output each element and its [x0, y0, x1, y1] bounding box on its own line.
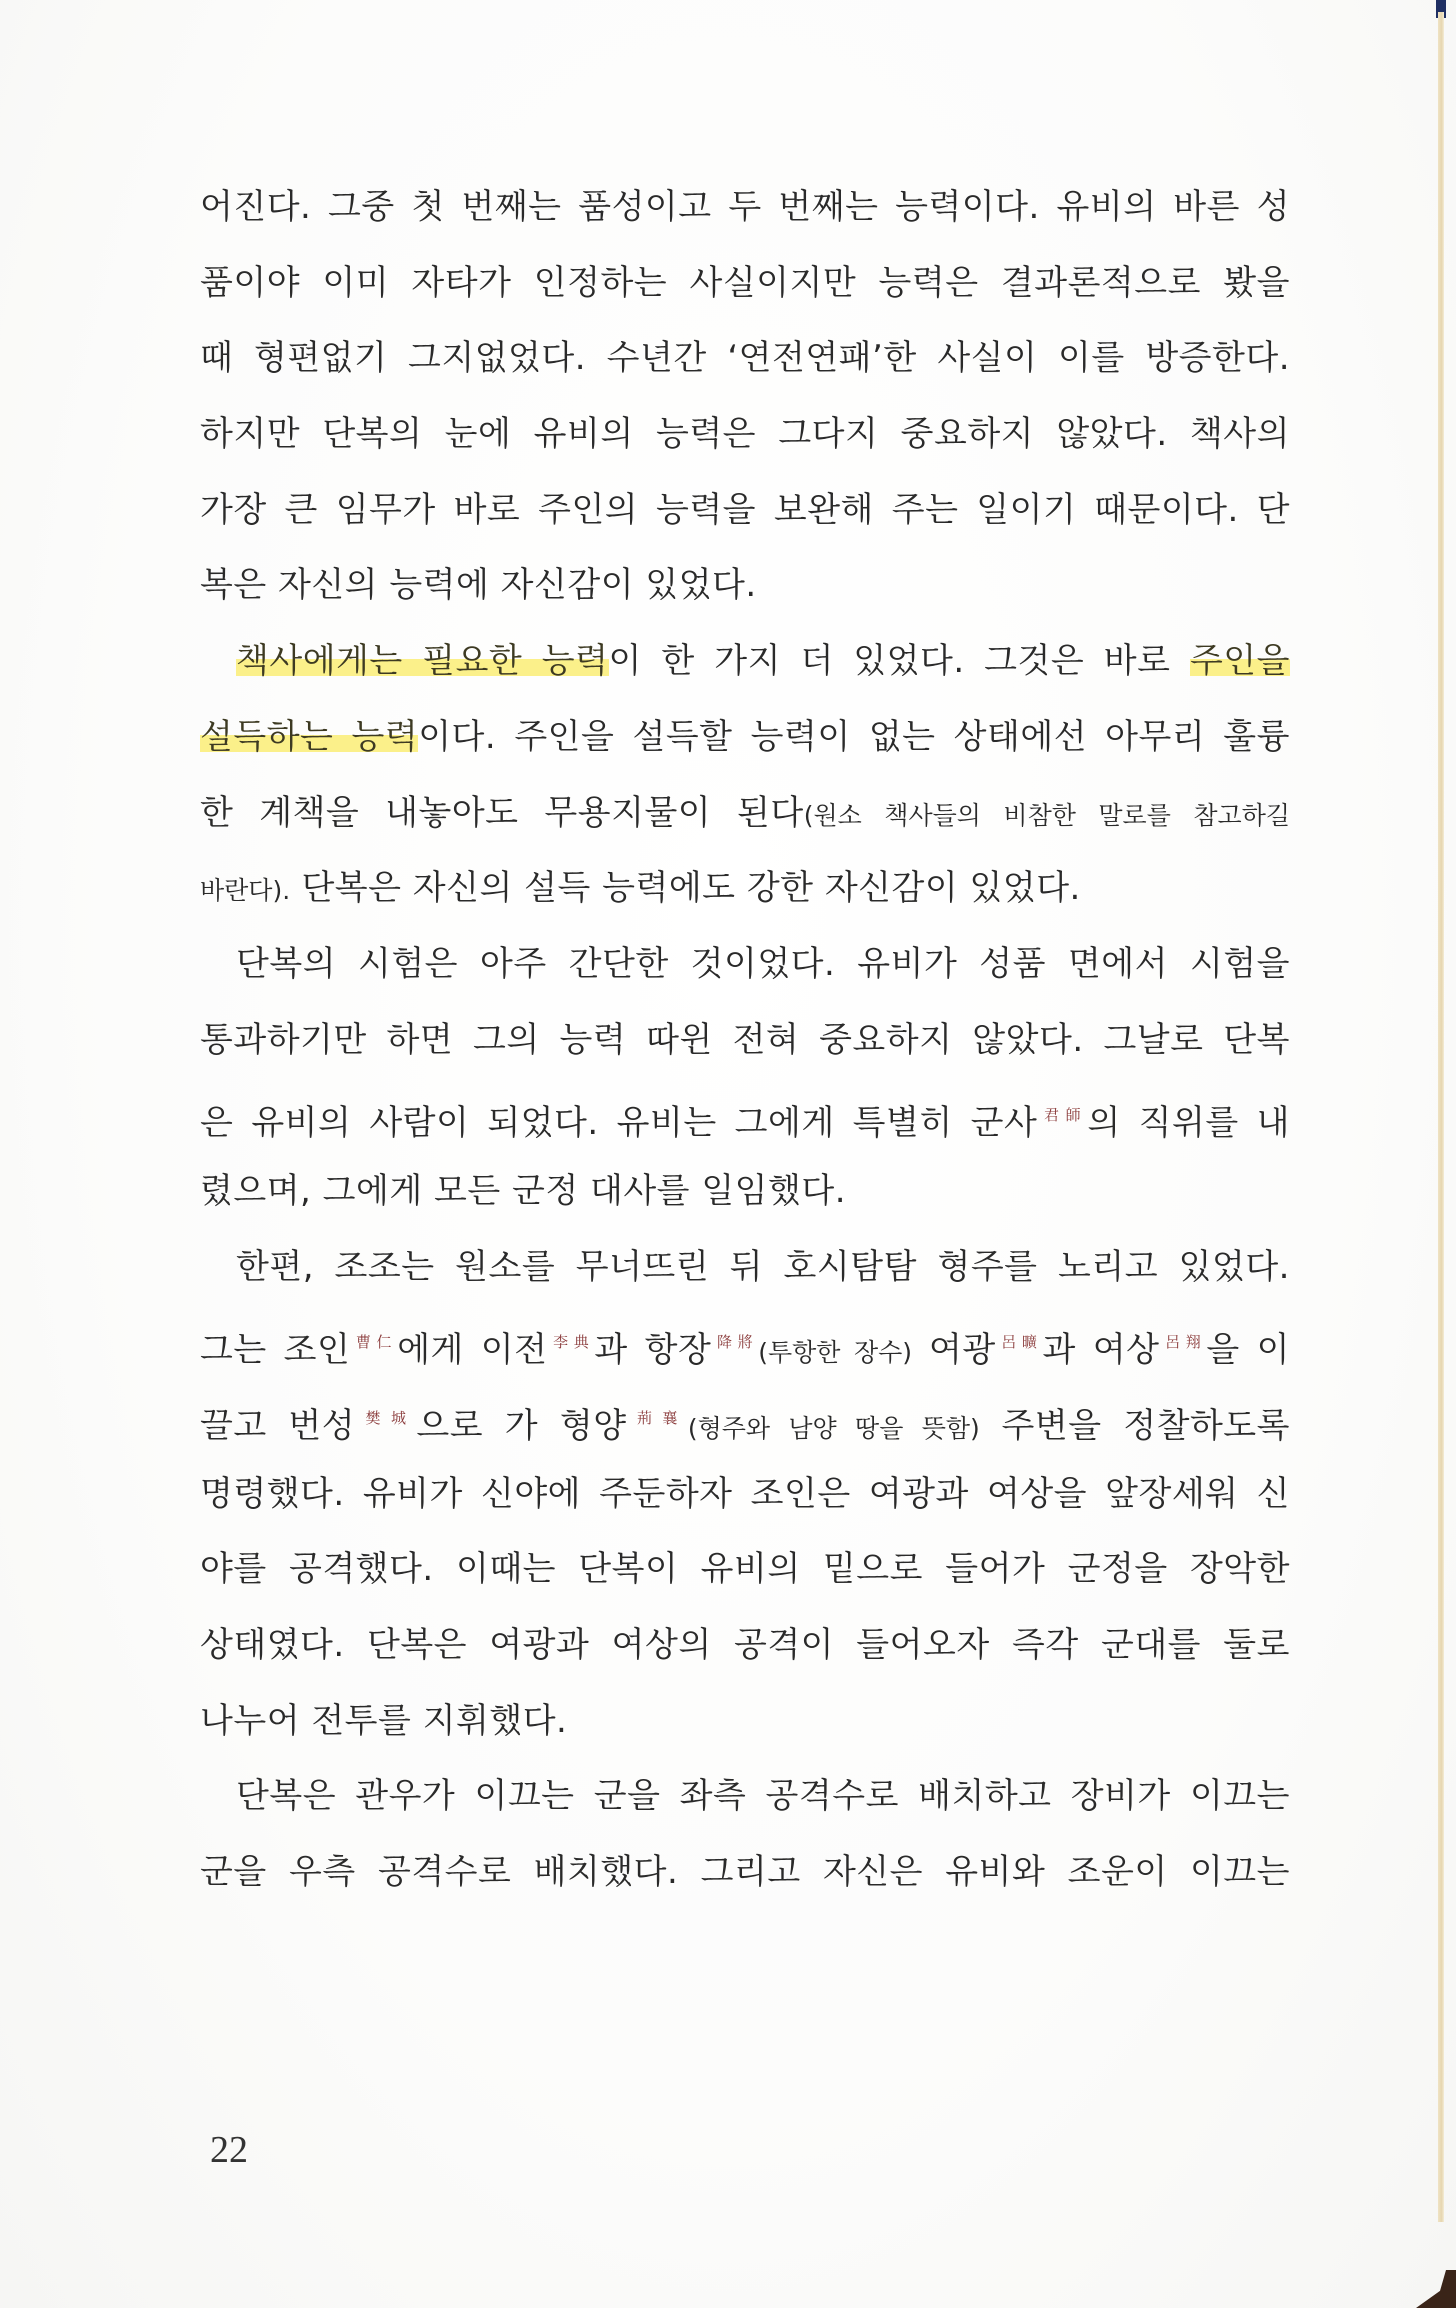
body-text-run: 복은 자신의 능력에 자신감이 있었다. [200, 565, 757, 606]
body-text-run: 과 여상 [1042, 1330, 1160, 1371]
book-cover-corner [1416, 2270, 1456, 2308]
body-text-run: 군을 우측 공격수로 배치했다. 그리고 자신은 유비와 조운이 이끄는 [200, 1852, 1290, 1893]
hanja-annotation: 曹仁 [350, 1333, 398, 1352]
hanja-annotation: 君師 [1037, 1106, 1088, 1125]
page-number: 22 [210, 2129, 248, 2171]
body-text-run: 주변을 정찰하도록 [979, 1406, 1290, 1446]
hanja-annotation: 荊襄 [626, 1409, 688, 1427]
text-line [200, 1457, 1290, 1533]
hanja-annotation: 呂曠 [995, 1333, 1043, 1352]
text-line [200, 776, 1290, 852]
text-line [200, 1759, 1290, 1835]
body-text-run: 은 유비의 사람이 되었다. 유비는 그에게 특별히 군사 [200, 1103, 1038, 1144]
body-text-run: 이다. 주인을 설득할 능력이 없는 상태에선 아무리 훌륭 [418, 716, 1290, 757]
body-text-run: 렸으며, 그에게 모든 군정 대사를 일임했다. [200, 1170, 846, 1211]
body-text-run: 단복은 관우가 이끄는 군을 좌측 공격수로 배치하고 장비가 이끄는 [236, 1776, 1290, 1817]
text-line [200, 397, 1290, 473]
text-line [200, 1305, 1290, 1381]
body-text-run: 하지만 단복의 눈에 유비의 능력은 그다지 중요하지 않았다. 책사의 [200, 414, 1290, 455]
body-text-run: 과 항장 [594, 1330, 712, 1371]
highlighted-text: 주인을 [1189, 641, 1290, 682]
parenthetical-note: (원소 책사들의 비참한 말로를 참고하길 [803, 800, 1290, 830]
text-line [200, 851, 1290, 927]
text-line [200, 1835, 1290, 1911]
hanja-annotation: 李典 [547, 1333, 595, 1352]
text-line [200, 624, 1290, 700]
text-line [200, 170, 1290, 246]
text-line [200, 1154, 1290, 1230]
body-text-run: 단복은 자신의 설득 능력에도 강한 자신감이 있었다. [290, 868, 1081, 909]
hanja-annotation: 樊城 [355, 1409, 417, 1427]
text-line [200, 548, 1290, 624]
text-line [200, 1078, 1290, 1154]
body-text-run: 통과하기만 하면 그의 능력 따윈 전혀 중요하지 않았다. 그날로 단복 [200, 1019, 1290, 1060]
body-text-run: 한편, 조조는 원소를 무너뜨린 뒤 호시탐탐 형주를 노리고 있었다. [236, 1246, 1290, 1287]
hanja-annotation: 呂翔 [1159, 1333, 1207, 1352]
body-text-run: 상태였다. 단복은 여광과 여상의 공격이 들어오자 즉각 군대를 둘로 [200, 1625, 1290, 1666]
parenthetical-note: (형주와 남양 땅을 뜻함) [687, 1414, 980, 1443]
body-text-run: 의 직위를 내 [1087, 1103, 1290, 1144]
page-edge-shadow [1438, 12, 1444, 2222]
text-line [200, 1532, 1290, 1608]
body-text-run: 이 한 가지 더 있었다. 그것은 바로 [608, 641, 1190, 682]
parenthetical-note: (투항한 장수) [758, 1338, 913, 1368]
highlighted-text: 설득하는 능력 [200, 716, 419, 757]
text-line [200, 1608, 1290, 1684]
text-line [200, 700, 1290, 776]
body-text-run: 그는 조인 [200, 1330, 351, 1371]
text-line [200, 321, 1290, 397]
text-line [200, 927, 1290, 1003]
body-text-run: 나누어 전투를 지휘했다. [200, 1700, 568, 1741]
parenthetical-note: 바란다). [200, 876, 291, 906]
body-text-run: 으로 가 형양 [416, 1406, 627, 1446]
body-text-run: 때 형편없기 그지없었다. 수년간 ‘연전연패’한 사실이 이를 방증한다. [200, 338, 1290, 379]
text-line [200, 246, 1290, 322]
text-line [200, 1684, 1290, 1760]
body-text-run: 품이야 이미 자타가 인정하는 사실이지만 능력은 결과론적으로 봤을 [200, 262, 1290, 303]
body-text-run: 야를 공격했다. 이때는 단복이 유비의 밑으로 들어가 군정을 장악한 [200, 1549, 1290, 1590]
body-text-run: 끌고 번성 [200, 1406, 356, 1446]
body-text-run: 가장 큰 임무가 바로 주인의 능력을 보완해 주는 일이기 때문이다. 단 [200, 489, 1290, 530]
body-text-run: 여광 [912, 1330, 996, 1371]
body-text-run: 명령했다. 유비가 신야에 주둔하자 조인은 여광과 여상을 앞장세워 신 [200, 1473, 1290, 1514]
text-line [200, 1381, 1290, 1457]
body-text-run: 을 이 [1206, 1330, 1291, 1371]
highlighted-text: 책사에게는 필요한 능력 [236, 641, 609, 682]
text-line [200, 1003, 1290, 1079]
hanja-annotation: 降將 [711, 1333, 759, 1352]
body-text-run: 한 계책을 내놓아도 무용지물이 된다 [200, 792, 804, 833]
text-line [200, 473, 1290, 549]
body-text-run: 에게 이전 [397, 1330, 548, 1371]
body-text-run: 단복의 시험은 아주 간단한 것이었다. 유비가 성품 면에서 시험을 [236, 943, 1290, 984]
body-text-run: 어진다. 그중 첫 번째는 품성이고 두 번째는 능력이다. 유비의 바른 성 [200, 187, 1290, 227]
text-line [200, 1230, 1290, 1306]
body-text [200, 170, 1290, 1911]
